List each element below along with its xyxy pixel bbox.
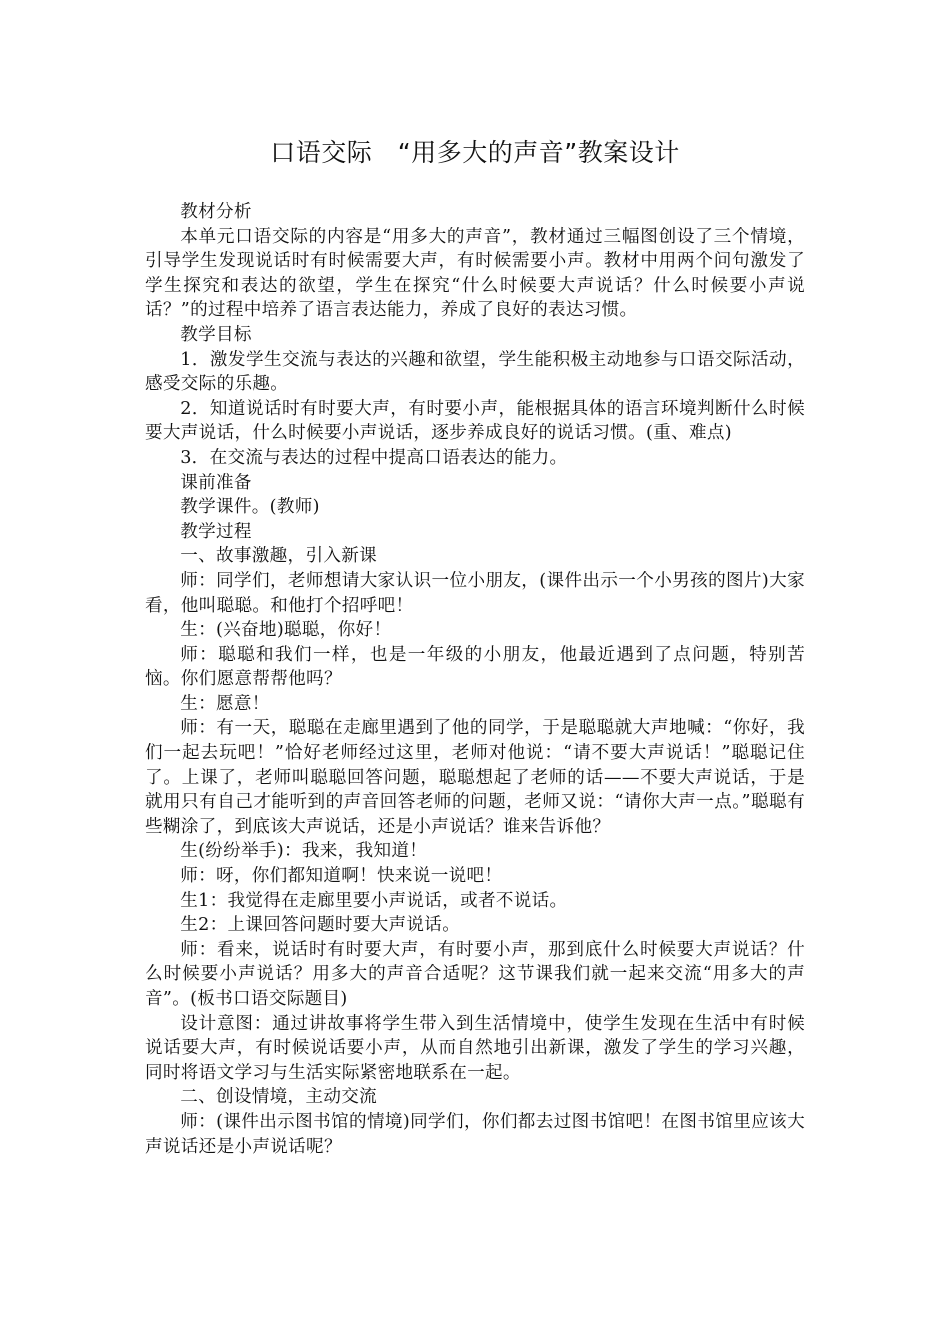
dialogue-line: 师：同学们，老师想请大家认识一位小朋友，(课件出示一个小男孩的图片)大家看，他叫聪聪。和他打个招呼吧！ <box>145 570 805 616</box>
paragraph: 本单元口语交际的内容是“用多大的声音”，教材通过三幅图创设了三个情境，引导学生发现说话时有时候需要大声，有时候需要小声。教材中用两个问句激发了学生探究和表达的欲望，学生在探究“什么时候要大声说话？什么时候要小声说话？”的过程中培养了语言表达能力，养成了良好的表达习惯。 <box>145 226 805 321</box>
paragraph: 教学课件。(教师) <box>180 497 320 518</box>
dialogue-line: 师：聪聪和我们一样，也是一年级的小朋友，他最近遇到了点问题，特别苦恼。你们愿意帮帮他吗？ <box>145 644 805 690</box>
dialogue-line: 生(纷纷举手)：我来，我知道！ <box>180 841 428 862</box>
dialogue-line: 生2：上课回答问题时要大声说话。 <box>180 915 461 936</box>
subsection-heading: 一、故事激趣，引入新课 <box>180 546 378 567</box>
section-heading: 教学目标 <box>180 324 252 345</box>
list-item: 2．知道说话时有时要大声，有时要小声，能根据具体的语言环境判断什么时候要大声说话，什么时候要小声说话，逐步养成良好的说话习惯。(重、难点) <box>145 398 805 444</box>
document-body <box>145 200 805 1159</box>
list-item: 1．激发学生交流与表达的兴趣和欲望，学生能积极主动地参与口语交际活动，感受交际的乐趣。 <box>145 349 805 395</box>
dialogue-line: 生：(兴奋地)聪聪，你好！ <box>180 620 392 641</box>
dialogue-line: 生1：我觉得在走廊里要小声说话，或者不说话。 <box>180 890 568 911</box>
subsection-heading: 二、创设情境，主动交流 <box>180 1087 378 1108</box>
dialogue-line: 师：(课件出示图书馆的情境)同学们，你们都去过图书馆吧！在图书馆里应该大声说话还是小声说话呢？ <box>145 1111 805 1157</box>
document-title: 口语交际 “用多大的声音”教案设计 <box>270 138 680 167</box>
section-heading: 教学过程 <box>180 521 252 542</box>
section-heading: 教材分析 <box>180 202 252 222</box>
dialogue-line: 生：愿意！ <box>180 693 270 714</box>
dialogue-line: 师：看来，说话时有时要大声，有时要小声，那到底什么时候要大声说话？什么时候要小声说话？用多大的声音合适呢？这节课我们就一起来交流“用多大的声音”。(板书口语交际题目) <box>145 939 805 1009</box>
dialogue-line: 师：有一天，聪聪在走廊里遇到了他的同学，于是聪聪就大声地喊：“你好，我们一起去玩吧！”恰好老师经过这里，老师对他说：“请不要大声说话！”聪聪记住了。上课了，老师叫聪聪回答问题，聪聪想起了老师的话——不要大声说话，于是就用只有自己才能听到的声音回答老师的问题，老师又说：“请你大声一点。”聪聪有些糊涂了，到底该大声说话，还是小声说话？谁来告诉他？ <box>145 718 805 837</box>
section-heading: 课前准备 <box>180 472 252 493</box>
design-intent-paragraph: 设计意图：通过讲故事将学生带入到生活情境中，使学生发现在生活中有时候说话要大声，有时候说话要小声，从而自然地引出新课，激发了学生的学习兴趣，同时将语文学习与生活实际紧密地联系在一起。 <box>145 1013 805 1083</box>
dialogue-line: 师：呀，你们都知道啊！快来说一说吧！ <box>180 866 503 887</box>
list-item: 3．在交流与表达的过程中提高口语表达的能力。 <box>180 447 568 468</box>
